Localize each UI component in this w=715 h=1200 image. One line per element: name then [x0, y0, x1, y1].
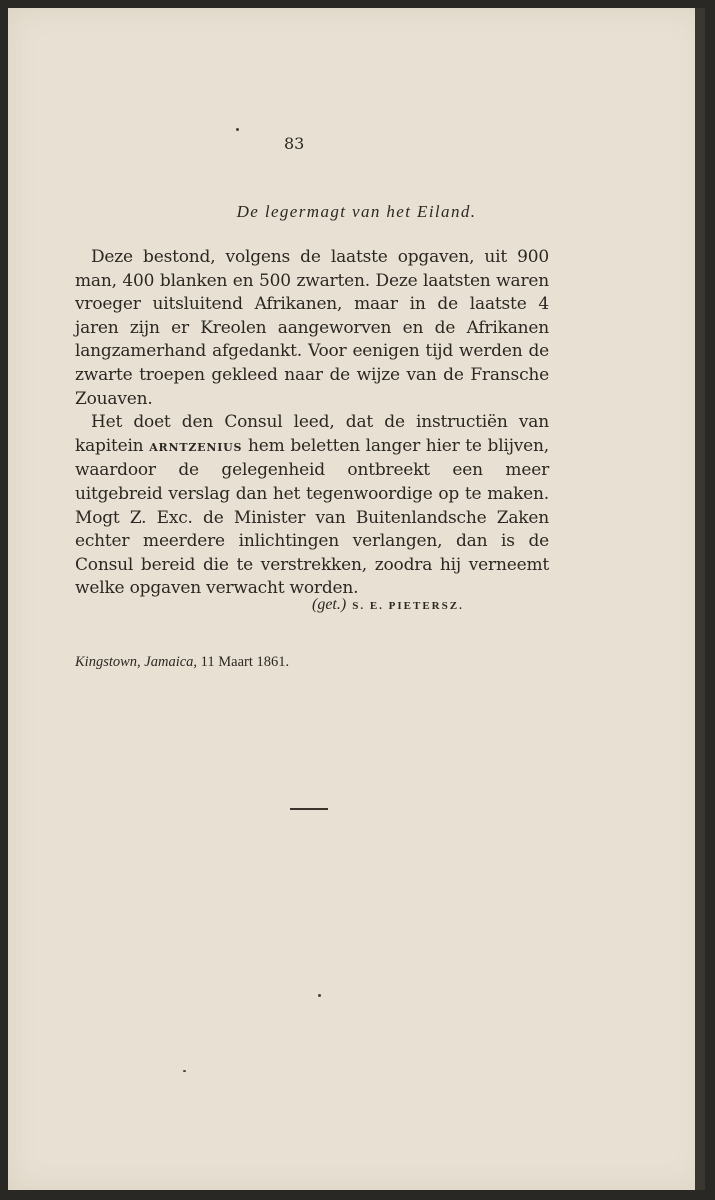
place-island: Jamaica [144, 654, 194, 670]
place-city: Kingstown [75, 654, 138, 670]
paragraph-1: Deze bestond, volgens de laatste opgaven, uit 900 man, 400 blanken en 500 zwarten. Deze laatsten waren vroeger uitsluitend Afrikanen, maar in de laatste 4 jaren zijn er Kreolen aangeworven en de Afrikanen langzamerhand afgedankt. Voor eenigen tijd werden de zwarte troepen gekleed naar de wijze van de Fransche Zouaven. [75, 247, 549, 409]
paragraph-2-start: Het doet den Consul leed, dat de instructiën van kapitein [75, 412, 549, 456]
date: 11 Maart 1861. [200, 654, 290, 670]
captain-name: ARNTZENIUS [149, 440, 243, 454]
paper-speck [236, 128, 239, 131]
body-text [75, 246, 549, 601]
section-heading: De legermagt van het Eiland. [236, 202, 477, 221]
book-page [8, 8, 705, 1190]
signature-prefix: (get.) [312, 596, 347, 613]
paragraph-2-rest: hem beletten langer hier te blijven, waardoor de gelegenheid ontbreekt een meer uitgebreid verslag dan het tegenwoordige op te maken. Mogt Z. Exc. de Minister van Buitenlandsche Zaken echter meerdere inlichtingen verlangen, dan is de Consul bereid die te verstrekken, zoodra hij verneemt welke opgaven verwacht worden. [75, 435, 549, 599]
paper-speck [318, 994, 321, 997]
signature [312, 596, 464, 614]
paragraph-2 [75, 411, 549, 601]
paper-speck [183, 1070, 186, 1072]
page-number: 83 [284, 134, 305, 153]
signature-name: S. E. PIETERSZ. [352, 600, 464, 612]
closing-rule [290, 808, 328, 810]
page-content [8, 8, 705, 1190]
place-date: Kingstown, Jamaica, 11 Maart 1861. [75, 654, 290, 670]
